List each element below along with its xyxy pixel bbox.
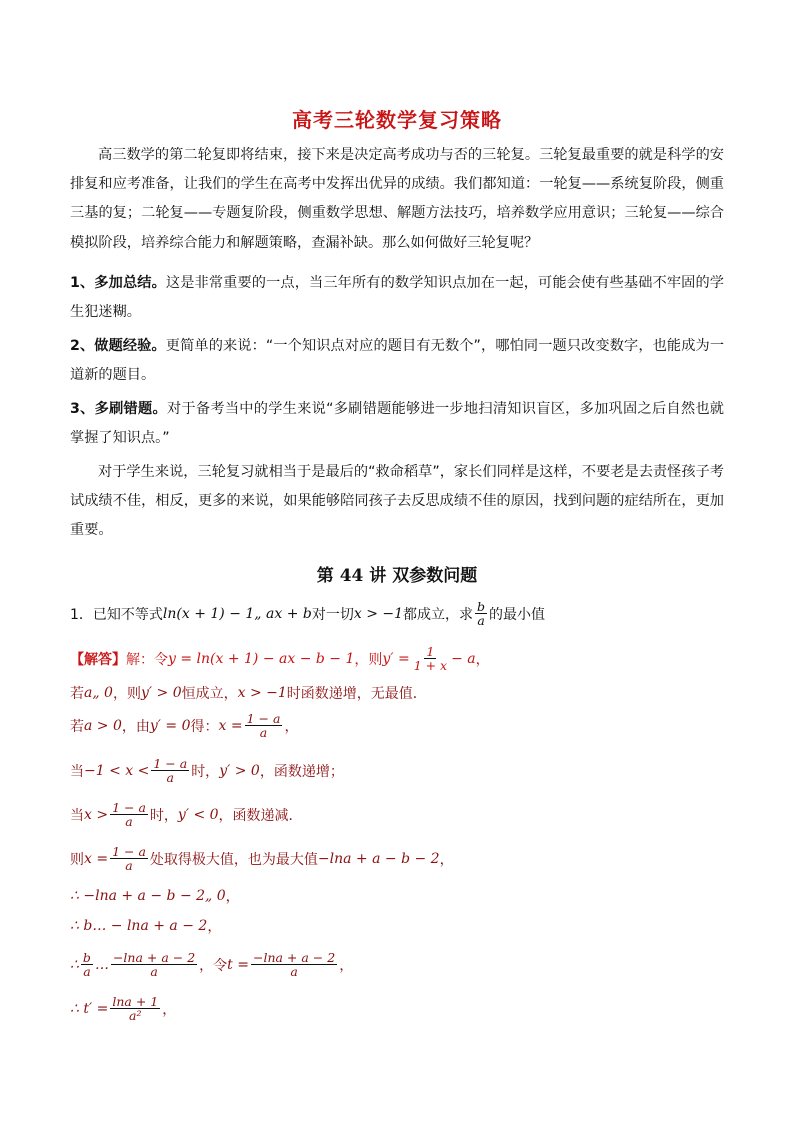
- math: y′ > 0: [140, 685, 182, 701]
- text: 时，: [191, 763, 220, 780]
- fraction: [81, 951, 93, 978]
- math: x =: [84, 850, 109, 867]
- closing-paragraph: 对于学生来说，三轮复习就相当于是最后的“救命稻草”，家长们同样是这样，不要老是去责怪孩子考试成绩不佳，相反，更多的来说，如果能够陪同孩子去反思成绩不佳的原因，找到问题的症结所在，更加重要。: [70, 464, 724, 539]
- math: y′ > 0: [219, 762, 260, 779]
- fraction-denominator: 1 + x: [413, 658, 448, 674]
- derivative-fraction: [412, 645, 449, 672]
- math: ∴ −lna + a − b − 2„ 0: [70, 888, 226, 904]
- text: ，令: [199, 957, 228, 974]
- solution-line-5: [70, 801, 303, 828]
- text: 若: [70, 718, 84, 735]
- math: ∴ b… − lna + a − 2: [70, 918, 208, 934]
- solution-line-10: [70, 995, 176, 1022]
- math: y′ < 0: [177, 806, 219, 823]
- problem-inequality: ln(x + 1) − 1„ ax + b: [162, 605, 312, 622]
- fraction-numerator: b: [82, 950, 91, 965]
- tip-3-text: 对于备考当中的学生来说“多刷错题能够进一步地扫清知识盲区，多加巩固之后自然也就掌握了知识点。”: [70, 401, 724, 447]
- comma: ，: [475, 651, 490, 668]
- math: −lna + a − b − 2: [317, 850, 440, 867]
- fraction-numerator: 1: [426, 644, 435, 659]
- fraction-denominator: a: [125, 814, 133, 830]
- derivative-tail: − a: [451, 650, 476, 667]
- lecture-suffix: 讲 双参数问题: [369, 566, 478, 586]
- solution-definition: y = ln(x + 1) − ax − b − 1: [168, 650, 355, 667]
- solution-line-8: [70, 916, 221, 936]
- comma: ，: [225, 889, 240, 905]
- fraction-denominator: a²: [129, 1008, 142, 1024]
- fraction-numerator: lna + 1: [112, 994, 159, 1009]
- text: 当: [70, 763, 84, 780]
- problem-statement: [70, 600, 545, 627]
- fraction-numerator: 1 − a: [153, 756, 188, 771]
- text: ，由: [121, 718, 150, 735]
- tip-3-head: 3、多刷错题。: [70, 401, 167, 417]
- text: 处取得极大值，也为最大值: [149, 851, 318, 868]
- solution-line-2: [70, 683, 427, 703]
- text: ，则: [112, 686, 141, 702]
- fraction: [251, 951, 337, 978]
- fraction-numerator: 1 − a: [112, 844, 146, 859]
- fraction: [110, 801, 148, 828]
- math: t =: [227, 956, 249, 973]
- solution-line-3: [70, 712, 298, 739]
- lecture-heading: [0, 561, 794, 586]
- fraction-denominator: a: [259, 725, 268, 741]
- text: 时函数递增，无最值．: [286, 686, 427, 702]
- fraction-denominator: a: [290, 964, 298, 980]
- fraction-numerator: 1 − a: [112, 800, 146, 815]
- fraction-denominator: a: [477, 613, 485, 629]
- problem-number: 1．: [70, 606, 93, 623]
- solution-line-9: [70, 951, 353, 978]
- tip-3: [70, 395, 724, 453]
- math: −1 < x <: [84, 762, 150, 779]
- problem-condition: x > −1: [353, 605, 404, 622]
- math: y′ = 0: [149, 717, 191, 734]
- tip-1-text: 这是非常重要的一点，当三年所有的数学知识点加在一起，可能会使有些基础不牢固的学生犯迷糊。: [70, 275, 724, 321]
- intro-paragraph: 高三数学的第二轮复即将结束，接下来是决定高考成功与否的三轮复。三轮复最重要的就是科学的安排复和应考准备，让我们的学生在高考中发挥出优异的成绩。我们都知道：一轮复——系统复阶段，侧重三基的复；二轮复——专题复阶段，侧重数学思想、解题方法技巧，培养数学应用意识；三轮复——综合模拟阶段，培养综合能力和解题策略，查漏补缺。那么如何做好三轮复呢？: [70, 147, 724, 251]
- problem-text-4: 的最小值: [489, 606, 546, 623]
- solution-then: ，则: [354, 651, 383, 668]
- tip-2: [70, 332, 724, 390]
- text: ，函数递减．: [218, 807, 303, 824]
- text: 则: [70, 851, 84, 868]
- fraction-numerator: b: [477, 599, 486, 614]
- comma: ，: [284, 718, 299, 735]
- fraction: [151, 757, 189, 784]
- comma: ，: [207, 919, 222, 935]
- math: a„ 0: [84, 685, 113, 701]
- text: 当: [70, 807, 84, 824]
- tip-1-head: 1、多加总结。: [70, 275, 166, 291]
- math: ∴: [70, 956, 79, 973]
- math: x >: [84, 806, 109, 823]
- tip-1: [70, 269, 724, 327]
- fraction-denominator: a: [166, 770, 174, 786]
- fraction: [110, 845, 148, 872]
- lecture-prefix: 第: [316, 566, 334, 586]
- solution-intro: 解：令: [126, 651, 168, 668]
- fraction-denominator: a: [125, 858, 133, 874]
- math: x =: [218, 717, 243, 734]
- solution-line-7: [70, 886, 240, 906]
- comma: ，: [439, 851, 454, 868]
- tip-2-head: 2、做题经验。: [70, 338, 166, 354]
- fraction-denominator: a: [150, 964, 158, 980]
- solution-tag: 【解答】: [70, 651, 126, 668]
- problem-text-2: 对一切: [311, 606, 354, 623]
- derivative-lhs: y′ =: [382, 650, 410, 667]
- problem-fraction: [475, 600, 487, 627]
- problem-text-3: 都成立，求: [403, 606, 474, 623]
- document-title: 高考三轮数学复习策略: [292, 108, 502, 132]
- fraction: [245, 712, 283, 739]
- tip-2-text: 更简单的来说：“一个知识点对应的题目有无数个”，哪怕同一题只改变数字，也能成为一道新的题目。: [70, 338, 725, 384]
- math: ∴ t′ =: [70, 1000, 109, 1017]
- math: …: [94, 956, 109, 973]
- fraction-denominator: a: [83, 964, 91, 980]
- math: a > 0: [84, 717, 122, 734]
- solution-line-4: [70, 757, 344, 784]
- fraction-numerator: 1 − a: [246, 711, 281, 726]
- solution-line-6: [70, 845, 454, 872]
- lecture-number: 44: [339, 566, 364, 586]
- text: 得：: [190, 718, 219, 735]
- comma: ，: [339, 957, 354, 974]
- text: ，函数递增；: [259, 763, 344, 780]
- comma: ，: [162, 1001, 177, 1018]
- solution-line-1: [70, 645, 490, 672]
- fraction: [111, 951, 197, 978]
- fraction: [110, 995, 160, 1022]
- fraction-numerator: −lna + a − 2: [252, 950, 336, 965]
- text: 若: [70, 686, 84, 702]
- text: 恒成立，: [181, 686, 238, 702]
- text: 时，: [149, 807, 178, 824]
- math: x > −1: [237, 685, 287, 701]
- problem-text-1: 已知不等式: [92, 606, 163, 623]
- fraction-numerator: −lna + a − 2: [112, 950, 196, 965]
